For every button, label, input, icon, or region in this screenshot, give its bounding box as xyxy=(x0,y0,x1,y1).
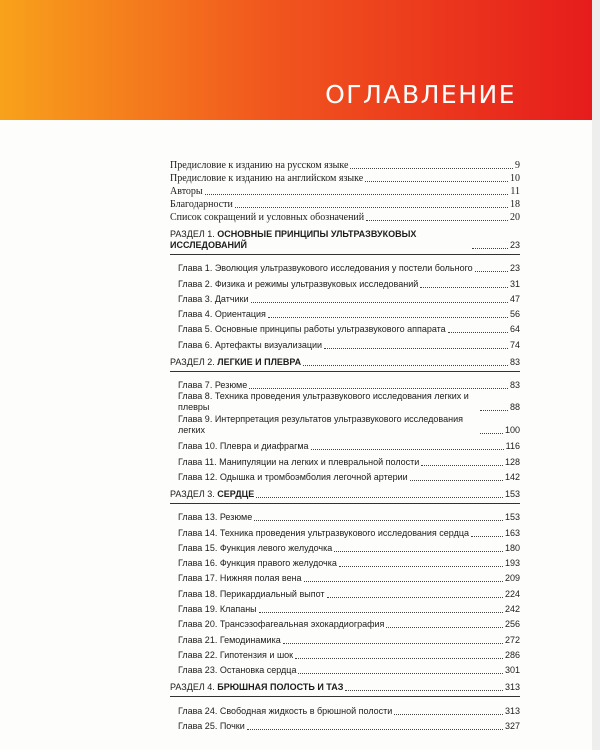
dot-leader xyxy=(327,597,503,598)
section-page-number: 153 xyxy=(504,488,520,499)
chapter-entry[interactable] xyxy=(170,376,520,391)
chapter-entry-page-number: 272 xyxy=(504,634,520,645)
section-heading[interactable] xyxy=(170,682,520,693)
dot-leader xyxy=(394,714,503,715)
chapter-entry-page-number: 142 xyxy=(504,471,520,482)
chapter-entry[interactable] xyxy=(170,717,520,732)
header-banner xyxy=(0,0,592,120)
chapter-entry[interactable] xyxy=(170,290,520,305)
chapter-entry-page-number: 180 xyxy=(504,542,520,553)
section-title xyxy=(170,682,343,693)
dot-leader xyxy=(268,317,508,318)
chapter-entry-page-number: 47 xyxy=(509,293,520,304)
chapter-entry-title: Глава 15. Функция левого желудочка xyxy=(178,542,333,553)
chapter-entry-page-number: 88 xyxy=(509,402,520,413)
chapter-entry-page-number: 153 xyxy=(504,512,520,523)
section-page-number: 83 xyxy=(509,356,520,367)
chapter-entry-title: Глава 14. Техника проведения ультразвукового исследования сердца xyxy=(178,527,469,538)
chapter-entry-title: Глава 11. Манипуляции на легких и плевральной полости xyxy=(178,456,420,467)
dot-leader xyxy=(345,690,503,691)
chapter-entry[interactable] xyxy=(170,468,520,483)
dot-leader xyxy=(304,581,503,582)
chapter-entry-page-number: 128 xyxy=(504,456,520,467)
chapter-entry-title: Глава 22. Гипотензия и шок xyxy=(178,649,294,660)
chapter-entry-page-number: 256 xyxy=(504,619,520,630)
dot-leader xyxy=(420,287,508,288)
chapter-entry[interactable] xyxy=(170,274,520,289)
dot-leader xyxy=(247,729,503,730)
dot-leader xyxy=(311,449,504,450)
dot-leader xyxy=(386,627,503,628)
dot-leader xyxy=(410,480,503,481)
chapter-entry-title: Глава 10. Плевра и диафрагма xyxy=(178,441,309,452)
chapter-entry-title: Глава 20. Трансэзофагеальная эхокардиография xyxy=(178,619,385,630)
chapter-entry[interactable] xyxy=(170,615,520,630)
chapter-entry-title: Глава 1. Эволюция ультразвукового исследования у постели больного xyxy=(178,263,473,274)
dot-leader xyxy=(303,365,508,366)
chapter-entry-title: Глава 17. Нижняя полая вена xyxy=(178,573,302,584)
dot-leader xyxy=(480,433,503,434)
section-label: РАЗДЕЛ 1. xyxy=(170,229,215,239)
chapter-entry[interactable] xyxy=(170,523,520,538)
chapter-entry-title: Глава 5. Основные принципы работы ультразвукового аппарата xyxy=(178,324,446,335)
section-heading-row xyxy=(170,357,520,368)
front-matter-entry-title: Авторы xyxy=(170,186,203,197)
chapter-entry-page-number: 23 xyxy=(509,263,520,274)
page-title: ОГЛАВЛЕНИЕ xyxy=(325,80,516,109)
chapter-entry-page-number: 209 xyxy=(504,573,520,584)
section-page-number: 313 xyxy=(504,682,520,693)
chapter-entry[interactable] xyxy=(170,661,520,676)
chapter-entry[interactable] xyxy=(170,630,520,645)
section-heading-row xyxy=(170,489,520,500)
chapter-entry[interactable] xyxy=(170,569,520,584)
chapter-entry-title: Глава 9. Интерпретация результатов ультразвукового исследования легких xyxy=(178,414,463,436)
dot-leader xyxy=(472,248,508,249)
chapter-entry[interactable] xyxy=(170,414,520,436)
dot-leader xyxy=(254,520,503,521)
section-divider xyxy=(170,503,520,504)
section-divider xyxy=(170,371,520,372)
front-matter-entry-title: Предисловие к изданию на русском языке xyxy=(170,160,349,171)
dot-leader xyxy=(365,181,508,182)
chapter-entry[interactable] xyxy=(170,539,520,554)
section-title xyxy=(170,489,254,500)
chapter-entry[interactable] xyxy=(170,452,520,467)
dot-leader xyxy=(480,410,508,411)
chapter-entry-title: Глава 2. Физика и режимы ультразвуковых исследований xyxy=(178,278,419,289)
front-matter-list xyxy=(170,158,520,223)
front-matter-entry[interactable] xyxy=(170,197,520,210)
table-of-contents xyxy=(170,158,520,732)
chapter-entry-title: Глава 19. Клапаны xyxy=(178,604,257,615)
front-matter-entry-title: Благодарности xyxy=(170,199,233,210)
chapter-entry-page-number: 242 xyxy=(504,604,520,615)
front-matter-entry[interactable] xyxy=(170,184,520,197)
chapter-entry-title: Глава 21. Гемодинамика xyxy=(178,634,281,645)
section-heading-row xyxy=(170,229,520,251)
sections-list xyxy=(170,229,520,732)
chapter-entry-title: Глава 25. Почки xyxy=(178,720,245,731)
section-divider xyxy=(170,254,520,255)
chapter-entry-title: Глава 12. Одышка и тромбоэмболия легочной артерии xyxy=(178,471,408,482)
chapter-entry[interactable] xyxy=(170,259,520,274)
section-heading-row xyxy=(170,682,520,693)
chapter-entry-page-number: 100 xyxy=(504,425,520,436)
chapter-entry[interactable] xyxy=(170,600,520,615)
front-matter-entry-page-number: 18 xyxy=(510,199,520,210)
dot-leader xyxy=(350,168,513,169)
dot-leader xyxy=(249,388,508,389)
chapter-entry-page-number: 193 xyxy=(504,558,520,569)
section-label: РАЗДЕЛ 3. xyxy=(170,488,215,499)
chapter-entry-page-number: 64 xyxy=(509,324,520,335)
section-label: РАЗДЕЛ 4. xyxy=(170,682,215,693)
chapter-entry-title: Глава 13. Резюме xyxy=(178,512,253,523)
front-matter-entry[interactable] xyxy=(170,171,520,184)
chapter-entry-page-number: 301 xyxy=(504,665,520,676)
front-matter-entry[interactable] xyxy=(170,210,520,223)
chapter-entry-title: Глава 7. Резюме xyxy=(178,380,248,391)
section-name: ОСНОВНЫЕ ПРИНЦИПЫ УЛЬТРАЗВУКОВЫХ ИССЛЕДОВАНИЙ xyxy=(170,229,417,250)
chapter-entry[interactable] xyxy=(170,391,520,413)
chapter-entry[interactable] xyxy=(170,508,520,523)
front-matter-entry-title: Список сокращений и условных обозначений xyxy=(170,212,365,223)
front-matter-entry[interactable] xyxy=(170,158,520,171)
chapter-entry-page-number: 313 xyxy=(504,705,520,716)
chapter-entry-page-number: 286 xyxy=(504,649,520,660)
chapter-entry-title: Глава 3. Датчики xyxy=(178,293,249,304)
chapter-entry-page-number: 116 xyxy=(505,441,520,452)
chapter-entry-page-number: 327 xyxy=(504,720,520,731)
section-heading[interactable] xyxy=(170,229,520,251)
front-matter-entry-page-number: 9 xyxy=(515,160,520,171)
chapter-entry-title: Глава 8. Техника проведения ультразвукового исследования легких и плевры xyxy=(178,391,469,413)
chapter-entry-page-number: 83 xyxy=(509,380,520,391)
dot-leader xyxy=(471,536,503,537)
dot-leader xyxy=(235,207,508,208)
chapter-entry-page-number: 224 xyxy=(504,588,520,599)
section-heading[interactable] xyxy=(170,489,520,500)
front-matter-entry-page-number: 10 xyxy=(510,173,520,184)
chapter-entry[interactable] xyxy=(170,646,520,661)
chapter-entry[interactable] xyxy=(170,437,520,452)
chapter-entry-title: Глава 6. Артефакты визуализации xyxy=(178,339,323,350)
section-heading[interactable] xyxy=(170,357,520,368)
chapter-entry-page-number: 74 xyxy=(509,339,520,350)
dot-leader xyxy=(448,332,508,333)
section-name: БРЮШНАЯ ПОЛОСТЬ И ТАЗ xyxy=(217,682,344,693)
chapter-entry-title: Глава 23. Остановка сердца xyxy=(178,665,297,676)
dot-leader xyxy=(295,658,503,659)
dot-leader xyxy=(366,220,508,221)
front-matter-entry-title: Предисловие к изданию на английском языке xyxy=(170,173,364,184)
section-title xyxy=(170,229,470,251)
chapter-entry-title: Глава 24. Свободная жидкость в брюшной полости xyxy=(178,705,393,716)
chapter-entry-title: Глава 18. Перикардиальный выпот xyxy=(178,588,325,599)
chapter-entry-title: Глава 16. Функция правого желудочка xyxy=(178,558,337,569)
chapter-entry[interactable] xyxy=(170,554,520,569)
dot-leader xyxy=(339,566,503,567)
section-label: РАЗДЕЛ 2. xyxy=(170,356,215,367)
dot-leader xyxy=(324,348,508,349)
front-matter-entry-page-number: 20 xyxy=(510,212,520,223)
chapter-entry-title: Глава 4. Ориентация xyxy=(178,309,266,320)
chapter-entry[interactable] xyxy=(170,584,520,599)
front-matter-entry-page-number: 11 xyxy=(510,186,520,197)
dot-leader xyxy=(259,612,503,613)
section-page-number: 23 xyxy=(509,240,520,250)
dot-leader xyxy=(205,194,509,195)
dot-leader xyxy=(334,551,503,552)
section-divider xyxy=(170,696,520,697)
section-title xyxy=(170,357,301,368)
section-name: ЛЕГКИЕ И ПЛЕВРА xyxy=(217,356,302,367)
chapter-entry[interactable] xyxy=(170,320,520,335)
chapter-entry[interactable] xyxy=(170,305,520,320)
section-name: СЕРДЦЕ xyxy=(217,488,255,499)
dot-leader xyxy=(475,271,508,272)
dot-leader xyxy=(298,673,503,674)
chapter-entry[interactable] xyxy=(170,701,520,716)
dot-leader xyxy=(283,643,503,644)
chapter-entry[interactable] xyxy=(170,335,520,350)
chapter-entry-page-number: 31 xyxy=(509,278,520,289)
dot-leader xyxy=(421,465,503,466)
dot-leader xyxy=(251,302,508,303)
chapter-entry-page-number: 56 xyxy=(509,309,520,320)
chapter-entry-page-number: 163 xyxy=(504,527,520,538)
dot-leader xyxy=(256,497,503,498)
